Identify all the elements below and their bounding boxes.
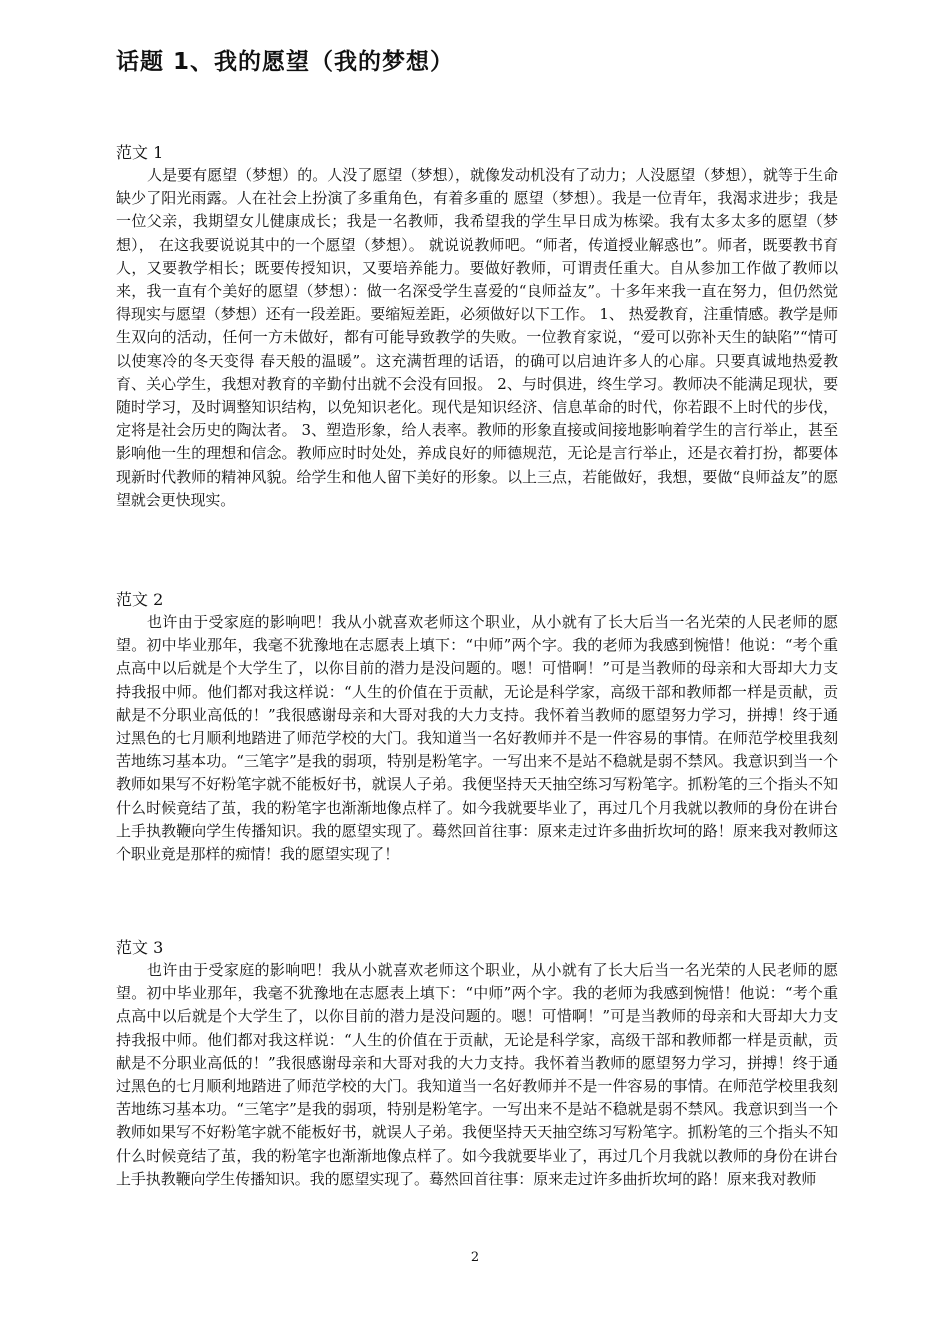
essay-heading: 范文 1 — [116, 143, 164, 162]
page-title: 话题 1、我的愿望（我的梦想） — [116, 49, 455, 75]
essay-heading: 范文 2 — [116, 590, 164, 609]
essay-body: 也许由于受家庭的影响吧！我从小就喜欢老师这个职业，从小就有了长大后当一名光荣的人民老师的愿望。初中毕业那年，我毫不犹豫地在志愿表上填下：“中师”两个字。我的老师为我感到惋惜！他说：“考个重点高中以后就是个大学生了，以你目前的潜力是没问题的。嗯！可惜啊！”可是当教师的母亲和大哥却大力支持我报中师。他们都对我这样说：“人生的价值在于贡献，无论是科学家，高级干部和教师都一样是贡献，贡献是不分职业高低的！”我很感谢母亲和大哥对我的大力支持。我怀着当教师的愿望努力学习，拼搏！终于通过黑色的七月顺利地踏进了师范学校的大门。我知道当一名好教师并不是一件容易的事情。在师范学校里我刻苦地练习基本功。“三笔字”是我的弱项，特别是粉笔字。一写出来不是站不稳就是弱不禁风。我意识到当一个教师如果写不好粉笔字就不能板好书，就误人子弟。我便坚持天天抽空练习写粉笔字。抓粉笔的三个指头不知什么时候竟结了茧，我的粉笔字也渐渐地像点样了。如今我就要毕业了，再过几个月我就以教师的身份在讲台上手执教鞭向学生传播知识。我的愿望实现了。蓦然回首往事：原来走过许多曲折坎坷的路！原来我对教师这个职业竟是那样的痴情！我的愿望实现了！ — [116, 613, 838, 864]
essay-body: 人是要有愿望（梦想）的。人没了愿望（梦想），就像发动机没有了动力；人没愿望（梦想），就等于生命缺少了阳光雨露。人在社会上扮演了多重角色，有着多重的 愿望（梦想）。我是一位青年，我渴求进步；我是一位父亲，我期望女儿健康成长；我是一名教师，我希望我的学生早日成为栋梁。我有太多太多的愿望（梦想）， 在这我要说说其中的一个愿望（梦想）。 就说说教师吧。“师者，传道授业解惑也”。师者，既要教书育人，又要教学相长；既要传授知识，又要培养能力。要做好教师，可谓责任重大。自从参加工作做了教师以来，我一直有个美好的愿望（梦想）：做一名深受学生喜爱的“良师益友”。十多年来我一直在努力，但仍然觉得现实与愿望（梦想）还有一段差距。要缩短差距，必须做好以下工作。 1、 热爱教育，注重情感。教学是师生双向的活动，任何一方未做好，都有可能导致教学的失败。一位教育家说，“爱可以弥补天生的缺陷”“情可以使寒冷的冬天变得 春天般的温暖”。这充满哲理的话语，的确可以启迪许多人的心扉。只要真诚地热爱教育、关心学生，我想对教育的辛勤付出就不会没有回报。 2、与时俱进，终生学习。教师决不能满足现状，要随时学习，及时调整知识结构，以免知识老化。现代是知识经济、信息革命的时代，你若跟不上时代的步伐，定将是社会历史的陶汰者。 3、塑造形象，给人表率。教师的形象直接或间接地影响着学生的言行举止，甚至影响他一生的理想和信念。教师应时时处处，养成良好的师德规范，无论是言行举止，还是衣着打扮，都要体现新时代教师的精神风貌。给学生和他人留下美好的形象。以上三点，若能做好，我想，要做“良师益友”的愿望就会更快现实。 — [116, 166, 838, 509]
essay-body: 也许由于受家庭的影响吧！我从小就喜欢老师这个职业，从小就有了长大后当一名光荣的人民老师的愿望。初中毕业那年，我毫不犹豫地在志愿表上填下：“中师”两个字。我的老师为我感到惋惜！他说：“考个重点高中以后就是个大学生了，以你目前的潜力是没问题的。嗯！可惜啊！”可是当教师的母亲和大哥却大力支持我报中师。他们都对我这样说：“人生的价值在于贡献，无论是科学家，高级干部和教师都一样是贡献，贡献是不分职业高低的！”我很感谢母亲和大哥对我的大力支持。我怀着当教师的愿望努力学习，拼搏！终于通过黑色的七月顺利地踏进了师范学校的大门。我知道当一名好教师并不是一件容易的事情。在师范学校里我刻苦地练习基本功。“三笔字”是我的弱项，特别是粉笔字。一写出来不是站不稳就是弱不禁风。我意识到当一个教师如果写不好粉笔字就不能板好书，就误人子弟。我便坚持天天抽空练习写粉笔字。抓粉笔的三个指头不知什么时候竟结了茧，我的粉笔字也渐渐地像点样了。如今我就要毕业了，再过几个月我就以教师的身份在讲台上手执教鞭向学生传播知识。我的愿望实现了。蓦然回首往事：原来走过许多曲折坎坷的路！原来我对教师 — [116, 961, 838, 1188]
essay-section — [116, 589, 838, 866]
essay-heading: 范文 3 — [116, 938, 164, 957]
essay-section — [116, 937, 838, 1247]
essay-section — [116, 142, 838, 512]
page-number: 2 — [470, 1250, 480, 1265]
